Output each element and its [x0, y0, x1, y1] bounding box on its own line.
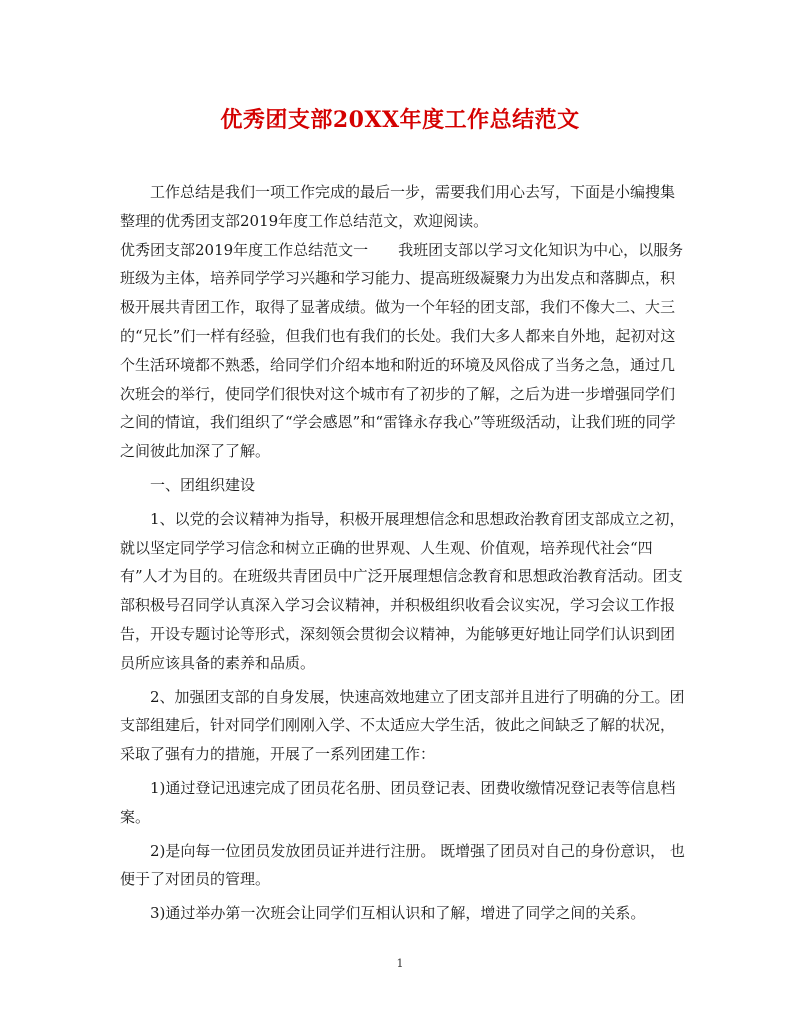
paragraph-main: 优秀团支部2019年度工作总结范文一 我班团支部以学习文化知识为中心，以服务班级为主体，培养同学学习兴趣和学习能力、提高班级凝聚力为出发点和落脚点，积极开展共青团工作，取得了显著成绩。做为一个年轻的团支部，我们不像大二、大三的“兄长”们一样有经验，但我们也有我们的长处。我们大多人都来自外地，起初对这个生活环境都不熟悉，给同学们介绍本地和附近的环境及风俗成了当务之急，通过几次班会的举行，使同学们很快对这个城市有了初步的了解，之后为进一步增强同学们之间的情谊，我们组织了“学会感恩”和“雷锋永存我心”等班级活动，让我们班的同学之间彼此加深了了解。 — [120, 240, 684, 461]
paragraph-item-1: 1、以党的会议精神为指导，积极开展理想信念和思想政治教育团支部成立之初，就以坚定同学学习信念和树立正确的世界观、人生观、价值观，培养现代社会“四有”人才为目的。在班级共青团员中广泛开展理想信念教育和思想政治教育活动。团支部积极号召同学认真深入学习会议精神，并积极组织收看会议实况，学习会议工作报告，开设专题讨论等形式，深刻领会贯彻会议精神，为能够更好地让同学们认识到团员所应该具备的素养和品质。 — [120, 509, 685, 672]
document-body — [120, 178, 685, 928]
document-title: 优秀团支部20XX年度工作总结范文 — [220, 107, 580, 133]
paragraph-intro: 工作总结是我们一项工作完成的最后一步，需要我们用心去写，下面是小编搜集整理的优秀团支部2019年度工作总结范文，欢迎阅读。 — [120, 183, 676, 230]
paragraph-sub-3: 3)通过举办第一次班会让同学们互相认识和了解，增进了同学之间的关系。 — [150, 904, 646, 923]
paragraph-sub-2: 2)是向每一位团员发放团员证并进行注册。 既增强了团员对自己的身份意识， 也便于了对团员的管理。 — [120, 841, 685, 889]
paragraph-sub-1: 1)通过登记迅速完成了团员花名册、团员登记表、团费收缴情况登记表等信息档案。 — [120, 778, 676, 826]
page-number: 1 — [396, 957, 404, 970]
section-heading-organization: 一、团组织建设 — [150, 475, 256, 494]
paragraph-item-2: 2、加强团支部的自身发展，快速高效地建立了团支部并且进行了明确的分工。团支部组建后，针对同学们刚刚入学、不太适应大学生活，彼此之间缺乏了解的状况，采取了强有力的措施，开展了一系列团建工作： — [120, 687, 685, 764]
